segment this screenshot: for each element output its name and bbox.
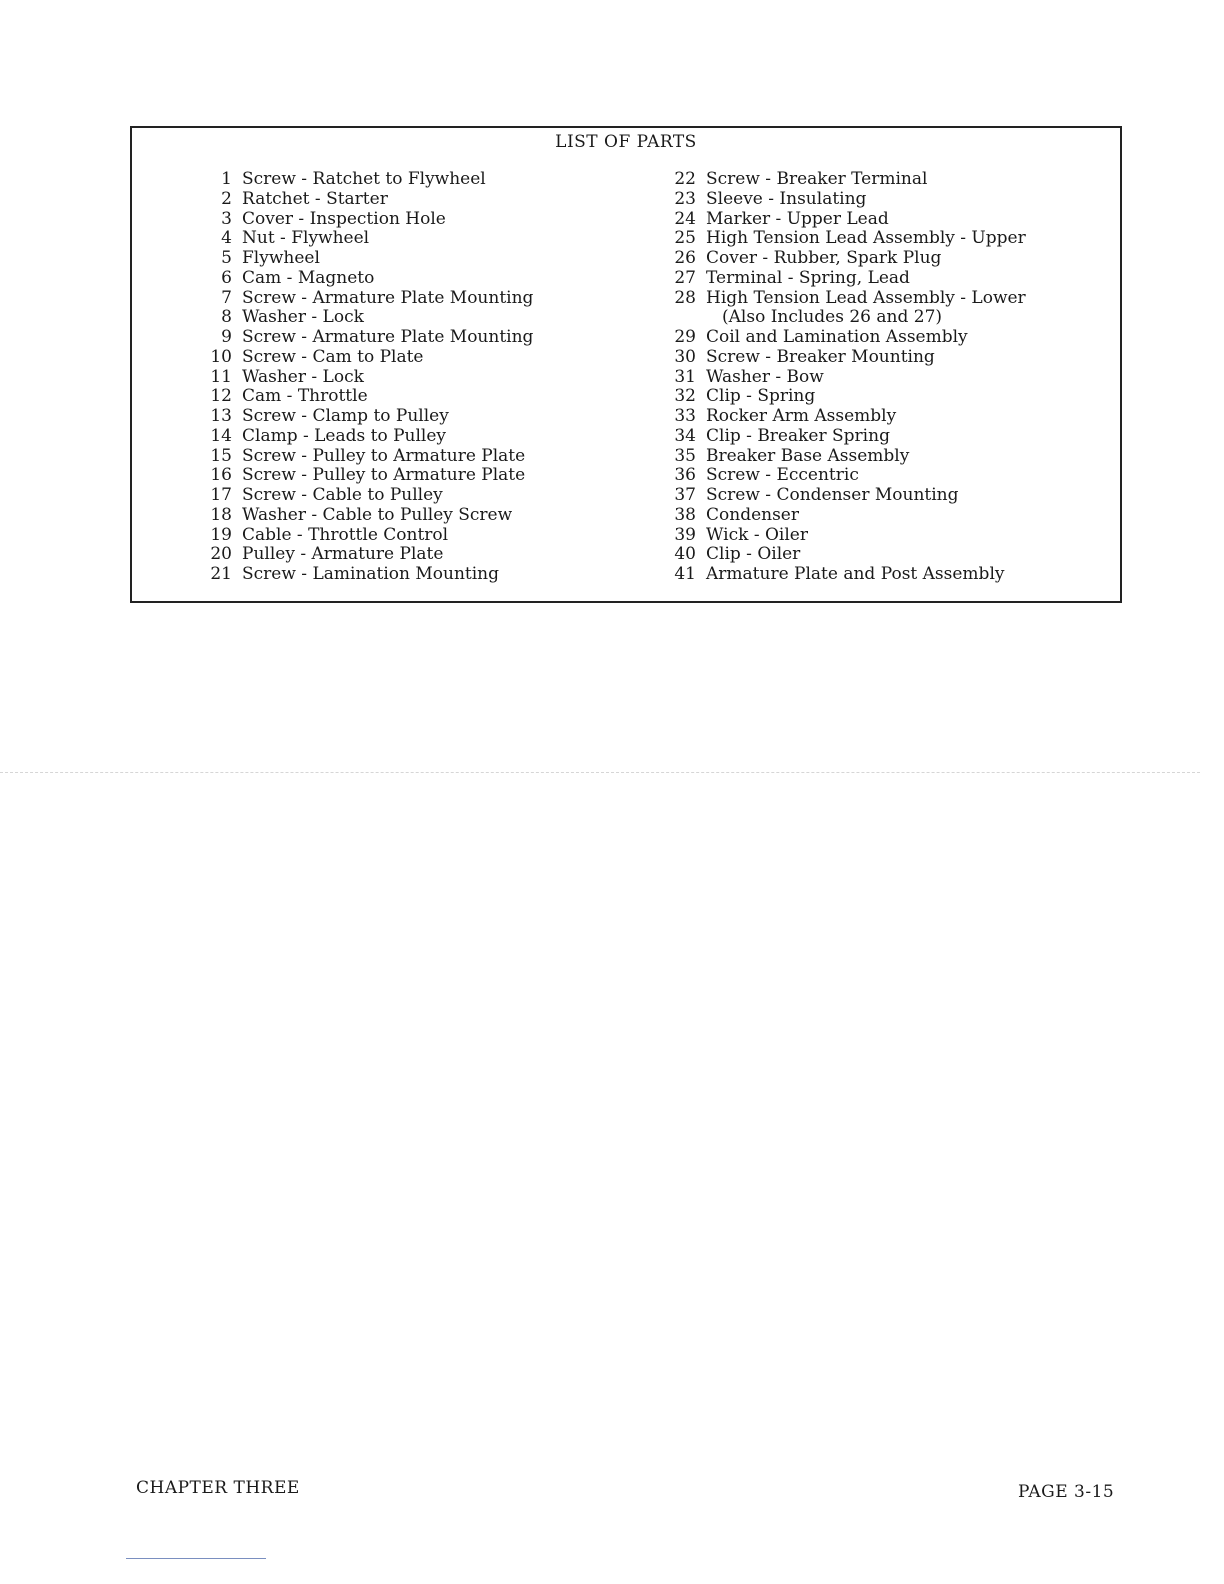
- part-row: [202, 210, 642, 230]
- part-number: 31: [674, 366, 696, 387]
- part-number: 11: [210, 366, 232, 387]
- part-number: 9: [221, 327, 232, 347]
- part-name: Clip - Oiler: [706, 544, 801, 565]
- part-number: 32: [674, 386, 696, 407]
- part-name: Screw - Breaker Terminal: [706, 169, 928, 189]
- part-name: Terminal - Spring, Lead: [706, 267, 910, 288]
- part-number: 13: [210, 406, 232, 426]
- part-row: [202, 249, 642, 269]
- part-name: High Tension Lead Assembly - Upper: [706, 228, 1026, 249]
- part-row: [666, 466, 1106, 486]
- part-number: 3: [221, 208, 232, 229]
- part-number: 18: [210, 504, 232, 525]
- part-row: [202, 387, 642, 407]
- part-number: 12: [210, 386, 232, 407]
- part-number: 40: [674, 544, 696, 565]
- part-name: Screw - Lamination Mounting: [242, 564, 500, 584]
- part-row: [666, 565, 1106, 585]
- part-name: Cover - Inspection Hole: [242, 208, 446, 229]
- part-name: Screw - Condenser Mounting: [706, 485, 959, 505]
- bottom-rule-line: [126, 1558, 266, 1559]
- part-number: 39: [674, 524, 696, 545]
- part-number: 25: [674, 228, 696, 249]
- part-name: Washer - Lock: [242, 366, 364, 387]
- part-number: 21: [210, 564, 232, 584]
- part-row: [202, 229, 642, 249]
- part-number: 23: [674, 188, 696, 209]
- part-row: [202, 526, 642, 546]
- part-name: Cam - Magneto: [242, 267, 375, 288]
- part-number: 1: [221, 169, 232, 189]
- part-name: Nut - Flywheel: [242, 228, 370, 249]
- part-number: 38: [674, 504, 696, 525]
- part-number: 10: [210, 346, 232, 367]
- part-name: Washer - Bow: [706, 366, 824, 387]
- part-row: [666, 210, 1106, 230]
- part-row: [666, 229, 1106, 249]
- part-number: 36: [674, 465, 696, 486]
- part-name: Screw - Pulley to Armature Plate: [242, 445, 526, 466]
- part-number: 20: [210, 544, 232, 565]
- part-row: [202, 565, 642, 585]
- part-number: 34: [674, 425, 696, 446]
- part-row: [202, 427, 642, 447]
- part-number: 17: [210, 485, 232, 505]
- part-number: 8: [221, 307, 232, 328]
- part-row: [666, 190, 1106, 210]
- part-row: [666, 170, 1106, 190]
- part-number: 28: [674, 287, 696, 308]
- part-row: [202, 348, 642, 368]
- parts-list-box: [130, 126, 1122, 603]
- parts-list-left-column: [202, 170, 642, 585]
- part-row: [666, 387, 1106, 407]
- part-name: Rocker Arm Assembly: [706, 406, 897, 426]
- part-name: High Tension Lead Assembly - Lower: [706, 287, 1026, 308]
- part-row: [666, 249, 1106, 269]
- part-number: 24: [674, 208, 696, 229]
- part-row: [666, 447, 1106, 467]
- part-row: [202, 486, 642, 506]
- part-row: [666, 289, 1106, 309]
- part-name: Screw - Pulley to Armature Plate: [242, 465, 526, 486]
- part-row: [202, 308, 642, 328]
- part-name: Screw - Cam to Plate: [242, 346, 424, 367]
- part-number: 16: [210, 465, 232, 486]
- part-number: 7: [221, 287, 232, 308]
- part-name: Screw - Armature Plate Mounting: [242, 327, 534, 347]
- part-number: 33: [674, 406, 696, 426]
- part-number: 37: [674, 485, 696, 505]
- part-number: 2: [221, 188, 232, 209]
- part-number: 30: [674, 346, 696, 367]
- part-note: (Also Includes 26 and 27): [722, 307, 943, 328]
- part-name: Condenser: [706, 504, 799, 525]
- part-number: 26: [674, 248, 696, 268]
- part-name: Breaker Base Assembly: [706, 445, 910, 466]
- part-row: [666, 407, 1106, 427]
- part-row: [202, 545, 642, 565]
- part-number: 41: [674, 564, 696, 584]
- part-row: [666, 328, 1106, 348]
- part-row: [202, 289, 642, 309]
- part-name: Washer - Lock: [242, 307, 364, 328]
- part-name: Screw - Ratchet to Flywheel: [242, 169, 486, 189]
- part-name: Coil and Lamination Assembly: [706, 327, 968, 347]
- part-row: [666, 545, 1106, 565]
- part-row: [666, 526, 1106, 546]
- part-number: 29: [674, 327, 696, 347]
- chapter-label: CHAPTER THREE: [136, 1478, 300, 1498]
- part-name: Flywheel: [242, 248, 320, 268]
- part-number: 14: [210, 425, 232, 446]
- part-name: Screw - Breaker Mounting: [706, 346, 935, 367]
- part-row: [666, 368, 1106, 388]
- part-row: [666, 348, 1106, 368]
- parts-list-title-text: LIST OF PARTS: [555, 132, 697, 152]
- part-name: Clip - Spring: [706, 386, 816, 407]
- page-number: PAGE 3-15: [1018, 1482, 1115, 1502]
- part-row: [202, 506, 642, 526]
- part-row: [202, 269, 642, 289]
- part-row: [202, 466, 642, 486]
- part-name: Pulley - Armature Plate: [242, 544, 444, 565]
- part-row: [202, 170, 642, 190]
- scan-artifact-line: [0, 772, 1200, 773]
- part-name: Cam - Throttle: [242, 386, 368, 407]
- part-number: 6: [221, 267, 232, 288]
- part-name: Screw - Cable to Pulley: [242, 485, 443, 505]
- part-row: [666, 269, 1106, 289]
- part-row: [666, 486, 1106, 506]
- part-name: Screw - Eccentric: [706, 465, 859, 486]
- part-number: 15: [210, 445, 232, 466]
- part-name: Armature Plate and Post Assembly: [706, 564, 1005, 584]
- part-name: Washer - Cable to Pulley Screw: [242, 504, 513, 525]
- part-number: 5: [221, 248, 232, 268]
- part-row: [666, 506, 1106, 526]
- part-row: [202, 328, 642, 348]
- part-row: [202, 368, 642, 388]
- part-number: 22: [674, 169, 696, 189]
- part-number: 4: [221, 228, 232, 249]
- part-number: 35: [674, 445, 696, 466]
- part-name: Clip - Breaker Spring: [706, 425, 890, 446]
- parts-list-right-column: [666, 170, 1106, 585]
- part-number: 19: [210, 524, 232, 545]
- part-name: Wick - Oiler: [706, 524, 808, 545]
- parts-list-title: [132, 132, 1120, 152]
- part-name: Cover - Rubber, Spark Plug: [706, 248, 942, 268]
- part-row: [202, 190, 642, 210]
- part-name: Sleeve - Insulating: [706, 188, 867, 209]
- part-name: Screw - Clamp to Pulley: [242, 406, 449, 426]
- part-name: Clamp - Leads to Pulley: [242, 425, 447, 446]
- part-name: Marker - Upper Lead: [706, 208, 889, 229]
- part-row: [202, 407, 642, 427]
- part-name: Ratchet - Starter: [242, 188, 388, 209]
- part-row: [202, 447, 642, 467]
- part-row: [666, 427, 1106, 447]
- part-name: Cable - Throttle Control: [242, 524, 449, 545]
- part-number: 27: [674, 267, 696, 288]
- part-name: Screw - Armature Plate Mounting: [242, 287, 534, 308]
